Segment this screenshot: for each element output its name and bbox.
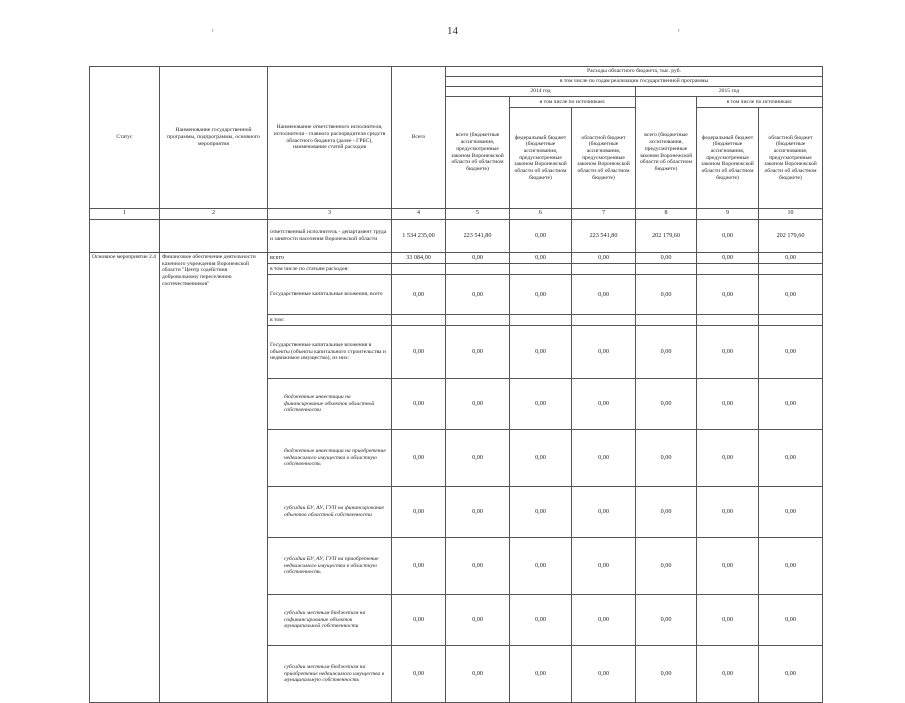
header-program-name: Наименование государственной программы, подпрограммы, основного мероприятия: [160, 67, 268, 209]
row-label: ответственный исполнитель - департамент труда и занятости населения Воронежской области: [268, 220, 392, 253]
name-cell-empty: [160, 220, 268, 253]
value-cell: 0,00: [759, 253, 823, 264]
value-cell: 0,00: [510, 220, 572, 253]
value-cell: 0,00: [759, 646, 823, 703]
header-by-sources-2015: в том числе по источникам:: [697, 97, 823, 108]
header-by-years: в том числе по годам реализации государственной программы: [446, 77, 823, 87]
row-label: бюджетные инвестиции на приобретение недвижимого имущества в областную собственность: [268, 430, 392, 487]
value-cell: 0,00: [510, 595, 572, 646]
value-cell: 33 084,00: [392, 253, 446, 264]
header-row-1: [90, 67, 823, 77]
value-cell: 0,00: [510, 253, 572, 264]
header-total: Всего: [392, 67, 446, 209]
column-number-row: [90, 209, 823, 220]
value-cell: 0,00: [572, 379, 636, 430]
value-cell: 0,00: [572, 430, 636, 487]
value-cell: 0,00: [446, 487, 510, 538]
value-cell-empty: [759, 315, 823, 326]
value-cell: 0,00: [636, 275, 697, 315]
value-cell: 0,00: [392, 595, 446, 646]
value-cell: 0,00: [636, 379, 697, 430]
header-expenses-title: Расходы областного бюджета, тыс. руб.: [446, 67, 823, 77]
value-cell: 0,00: [446, 379, 510, 430]
row-label: Государственные капитальные вложения в объекты (объекты капитального строительства и недвижимое имущество), из них:: [268, 326, 392, 379]
value-cell-empty: [759, 264, 823, 275]
value-cell: 0,00: [510, 275, 572, 315]
value-cell: 0,00: [392, 326, 446, 379]
value-cell: 0,00: [572, 595, 636, 646]
row-label: бюджетные инвестиции на финансирование объектов областной собственности: [268, 379, 392, 430]
header-col9: федеральный бюджет (бюджетные ассигнования, предусмотренные законом Воронежской области об областном бюджете): [697, 108, 759, 209]
value-cell: 0,00: [636, 595, 697, 646]
value-cell-empty: [636, 315, 697, 326]
col-number: 4: [392, 209, 446, 220]
header-status: Статус: [90, 67, 160, 209]
col-number: 3: [268, 209, 392, 220]
value-cell: 0,00: [446, 253, 510, 264]
value-cell: 0,00: [697, 487, 759, 538]
status-cell-empty: [90, 220, 160, 253]
scan-mark-right: ': [678, 28, 680, 38]
value-cell: 0,00: [697, 220, 759, 253]
value-cell: 0,00: [636, 253, 697, 264]
row-label: субсидии БУ, АУ, ГУП на приобретение недвижимого имущества в областную собственность: [268, 538, 392, 595]
value-cell: 0,00: [510, 538, 572, 595]
col-number: 2: [160, 209, 268, 220]
value-cell: 0,00: [446, 430, 510, 487]
row-label: субсидии местным бюджетам на софинансирование объектов муниципальной собственности: [268, 595, 392, 646]
value-cell: 0,00: [572, 487, 636, 538]
value-cell: 0,00: [446, 326, 510, 379]
event-status: Основное мероприятие 2.4: [90, 253, 160, 703]
row-label: субсидии БУ, АУ, ГУП на финансирование объектов областной собственности: [268, 487, 392, 538]
value-cell: 223 541,80: [572, 220, 636, 253]
header-year-2014: 2014 год: [446, 87, 636, 97]
value-cell: 0,00: [697, 326, 759, 379]
budget-table: [89, 66, 823, 703]
value-cell: 0,00: [446, 646, 510, 703]
col-number: 7: [572, 209, 636, 220]
value-cell: 1 534 235,00: [392, 220, 446, 253]
value-cell: 0,00: [697, 253, 759, 264]
value-cell: 0,00: [392, 646, 446, 703]
value-cell: 0,00: [510, 379, 572, 430]
value-cell: 0,00: [572, 253, 636, 264]
row-label: в том числе по статьям расходов:: [268, 264, 392, 275]
col-number: 6: [510, 209, 572, 220]
value-cell: 0,00: [636, 430, 697, 487]
row-label: всего: [268, 253, 392, 264]
value-cell: 0,00: [697, 430, 759, 487]
value-cell-empty: [636, 264, 697, 275]
value-cell: 0,00: [392, 487, 446, 538]
value-cell: 0,00: [572, 275, 636, 315]
header-col8: всего (бюджетные ассигнования, предусмотренные законом Воронежской области об областном бюджете): [636, 97, 697, 209]
value-cell: 0,00: [697, 646, 759, 703]
value-cell: 0,00: [510, 326, 572, 379]
event-name: Финансовое обеспечение деятельности казенного учреждения Воронежской области "Центр содействия добровольному переселению соотечественников": [160, 253, 268, 703]
value-cell: 0,00: [510, 487, 572, 538]
value-cell-empty: [510, 315, 572, 326]
value-cell: 0,00: [636, 326, 697, 379]
header-col7: областной бюджет (бюджетные ассигнования, предусмотренные законом Воронежской области об областном бюджете): [572, 108, 636, 209]
value-cell: 0,00: [759, 379, 823, 430]
col-number: 10: [759, 209, 823, 220]
col-number: 9: [697, 209, 759, 220]
header-col6: федеральный бюджет (бюджетные ассигнования, предусмотренные законом Воронежской области об областном бюджете): [510, 108, 572, 209]
value-cell-empty: [572, 264, 636, 275]
value-cell: 0,00: [759, 275, 823, 315]
header-year-2015: 2015 год: [636, 87, 823, 97]
value-cell-empty: [572, 315, 636, 326]
value-cell: 0,00: [392, 538, 446, 595]
value-cell: 0,00: [759, 430, 823, 487]
value-cell: 0,00: [697, 538, 759, 595]
value-cell: 0,00: [392, 379, 446, 430]
table-row: [90, 220, 823, 253]
value-cell: 0,00: [572, 646, 636, 703]
value-cell: 202 179,60: [759, 220, 823, 253]
value-cell: 0,00: [697, 275, 759, 315]
value-cell: 0,00: [446, 538, 510, 595]
row-label: субсидии местным бюджетам на приобретение недвижимого имущества в муниципальную собственность: [268, 646, 392, 703]
header-col5: всего (бюджетные ассигнования, предусмотренные законом Воронежской области об областном бюджете): [446, 97, 510, 209]
value-cell: 0,00: [759, 538, 823, 595]
value-cell: 0,00: [572, 326, 636, 379]
value-cell: 202 179,60: [636, 220, 697, 253]
value-cell: 0,00: [510, 430, 572, 487]
value-cell: 0,00: [759, 326, 823, 379]
value-cell: 0,00: [446, 595, 510, 646]
value-cell-empty: [446, 264, 510, 275]
value-cell-empty: [697, 264, 759, 275]
value-cell-empty: [697, 315, 759, 326]
value-cell: 0,00: [446, 275, 510, 315]
value-cell: 0,00: [759, 595, 823, 646]
header-col10: областной бюджет (бюджетные ассигнования, предусмотренные законом Воронежской области об областном бюджете): [759, 108, 823, 209]
value-cell: 0,00: [392, 430, 446, 487]
value-cell-empty: [446, 315, 510, 326]
value-cell: 0,00: [759, 487, 823, 538]
value-cell: 0,00: [636, 538, 697, 595]
value-cell-empty: [392, 264, 446, 275]
col-number: 1: [90, 209, 160, 220]
header-executor: Наименование ответственного исполнителя, исполнителя - главного распорядителя средств областного бюджета (далее - ГРБС), наименование статей расходов: [268, 67, 392, 209]
value-cell: 0,00: [510, 646, 572, 703]
page-number: 14: [447, 25, 458, 37]
row-label: Государственные капитальные вложения, всего: [268, 275, 392, 315]
header-by-sources-2014: в том числе по источникам:: [510, 97, 636, 108]
table-row: [90, 253, 823, 264]
value-cell: 0,00: [572, 538, 636, 595]
col-number: 8: [636, 209, 697, 220]
value-cell: 0,00: [636, 487, 697, 538]
row-label: в том:: [268, 315, 392, 326]
col-number: 5: [446, 209, 510, 220]
value-cell: 223 541,80: [446, 220, 510, 253]
value-cell: 0,00: [697, 595, 759, 646]
value-cell: 0,00: [636, 646, 697, 703]
value-cell: 0,00: [392, 275, 446, 315]
value-cell-empty: [392, 315, 446, 326]
value-cell-empty: [510, 264, 572, 275]
value-cell: 0,00: [697, 379, 759, 430]
scan-mark-left: ': [212, 28, 214, 38]
